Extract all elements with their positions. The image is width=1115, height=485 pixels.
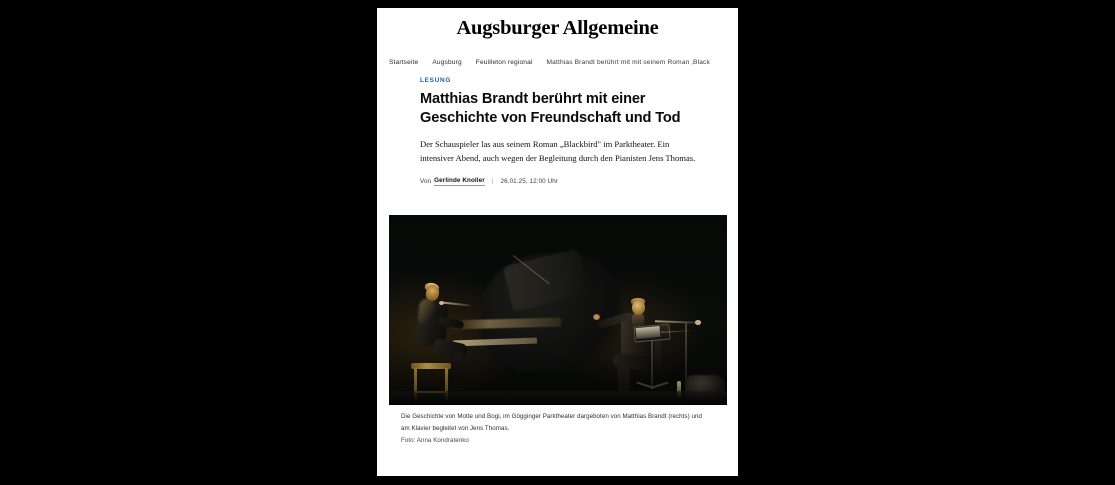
- breadcrumb-item-current-article: Matthias Brandt berührt mit mit seinem Roman ‚Black: [546, 59, 710, 67]
- music-stand-pole: [651, 341, 653, 389]
- breadcrumb-item-feuilleton-regional[interactable]: Feuilleton regional: [475, 59, 533, 67]
- byline-timestamp: 26.01.25, 12:00 Uhr: [500, 178, 559, 186]
- stage-floor: [389, 391, 727, 405]
- article-page: [377, 8, 738, 476]
- article-kicker[interactable]: LESUNG: [420, 76, 452, 84]
- breadcrumb: [377, 48, 738, 70]
- reader-collar: [632, 314, 644, 326]
- stage-photo[interactable]: [389, 215, 727, 405]
- byline-separator: |: [491, 178, 494, 186]
- article-lead-paragraph: Der Schauspieler las aus seinem Roman „Blackbird" im Parktheater. Ein intensiver Abend, auch wegen der Begleitung durch den Pianisten Jens Thomas.: [420, 139, 696, 164]
- site-logo-title[interactable]: Augsburger Allgemeine: [456, 17, 659, 39]
- article-figure: [377, 215, 738, 446]
- figure-caption-text: Die Geschichte von Motte und Bogi, im Gögginger Parktheater dargeboten von Matthias Brandt (rechts) und am Klavier begleitet von Jens Thomas.: [401, 413, 702, 432]
- byline-prefix: Von: [420, 178, 432, 186]
- article-body: [377, 70, 738, 187]
- site-masthead: [377, 8, 738, 48]
- figure-caption: [389, 405, 726, 446]
- figure-photo-credit: Foto: Anna Kondratenko: [401, 437, 469, 445]
- reader-microphone-stand: [685, 323, 687, 385]
- article-byline: [420, 178, 708, 186]
- breadcrumb-item-startseite[interactable]: Startseite: [389, 59, 419, 67]
- article-headline: Matthias Brandt berührt mit einer Geschichte von Freundschaft und Tod: [420, 90, 681, 126]
- reader-microphone-capsule: [695, 320, 701, 325]
- byline-author-link[interactable]: Gerlinde Knoller: [434, 178, 485, 186]
- breadcrumb-item-augsburg[interactable]: Augsburg: [432, 59, 462, 67]
